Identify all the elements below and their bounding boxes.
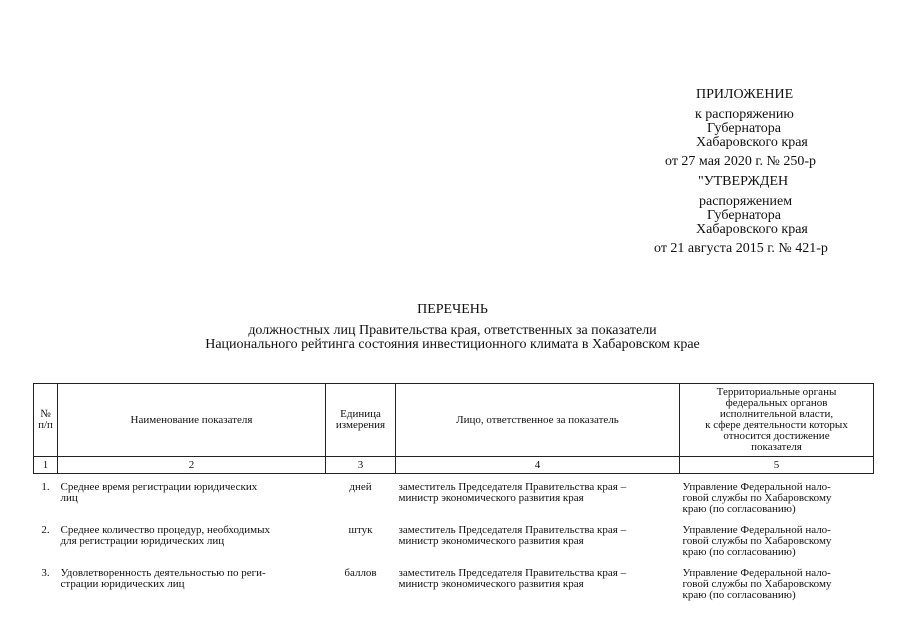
column-number: 5	[680, 457, 874, 474]
row-unit: дней	[349, 480, 372, 493]
column-number: 4	[396, 457, 680, 474]
appendix-title: ПРИЛОЖЕНИЕ	[696, 87, 794, 102]
column-number: 2	[58, 457, 326, 474]
header-territorial: Территориальные органы федеральных органов исполнительной власти, к сфере деятельности которых относится достижение показателя	[680, 384, 874, 457]
approved-line: распоряжением	[699, 194, 793, 209]
column-number: 1	[34, 457, 58, 474]
document-heading	[0, 303, 905, 352]
document-title: ПЕРЕЧЕНЬ	[417, 302, 488, 317]
approved-line: Хабаровского края	[696, 222, 808, 237]
table-row	[34, 525, 874, 568]
approved-date-number: от 21 августа 2015 г. № 421-р	[654, 241, 828, 256]
row-territorial: Управление Федеральной нало- говой службы по Хабаровскому краю (по согласованию)	[682, 566, 832, 601]
row-indicator: Среднее количество процедур, необходимых для регистрации юридических лиц	[60, 523, 270, 547]
row-indicator: Удовлетворенность деятельностью по реги- страции юридических лиц	[60, 566, 266, 590]
header-indicator: Наименование показателя	[58, 384, 326, 457]
row-number: 1.	[41, 480, 50, 493]
approved-line: Губернатора	[707, 208, 782, 223]
appendix-line: к распоряжению	[695, 107, 794, 122]
row-responsible: заместитель Председателя Правительства края – министр экономического развития края	[398, 566, 627, 590]
row-responsible: заместитель Председателя Правительства края – министр экономического развития края	[398, 523, 627, 547]
responsible-officials-table	[33, 383, 874, 611]
table-header-row	[34, 384, 874, 457]
row-unit: штук	[348, 523, 373, 536]
document-subtitle-line: должностных лиц Правительства края, ответственных за показатели	[248, 323, 657, 338]
row-responsible: заместитель Председателя Правительства края – министр экономического развития края	[398, 480, 627, 504]
appendix-block	[600, 88, 905, 256]
row-territorial: Управление Федеральной нало- говой службы по Хабаровскому краю (по согласованию)	[682, 523, 832, 558]
approved-label: "УТВЕРЖДЕН	[698, 174, 789, 189]
appendix-line: Хабаровского края	[696, 135, 808, 150]
table-row	[34, 568, 874, 611]
table-row	[34, 482, 874, 525]
row-territorial: Управление Федеральной нало- говой службы по Хабаровскому краю (по согласованию)	[682, 480, 832, 515]
row-unit: баллов	[344, 566, 377, 579]
header-responsible: Лицо, ответственное за показатель	[396, 384, 680, 457]
column-number: 3	[326, 457, 396, 474]
document-subtitle-line: Национального рейтинга состояния инвестиционного климата в Хабаровском крае	[205, 337, 700, 352]
header-unit: Единица измерения	[326, 384, 396, 457]
column-number-row	[34, 457, 874, 474]
row-indicator: Среднее время регистрации юридических лиц	[60, 480, 258, 504]
row-number: 2.	[41, 523, 50, 536]
row-number: 3.	[41, 566, 50, 579]
appendix-line: Губернатора	[707, 121, 782, 136]
appendix-date-number: от 27 мая 2020 г. № 250-р	[665, 154, 817, 169]
header-num: № п/п	[34, 384, 58, 457]
